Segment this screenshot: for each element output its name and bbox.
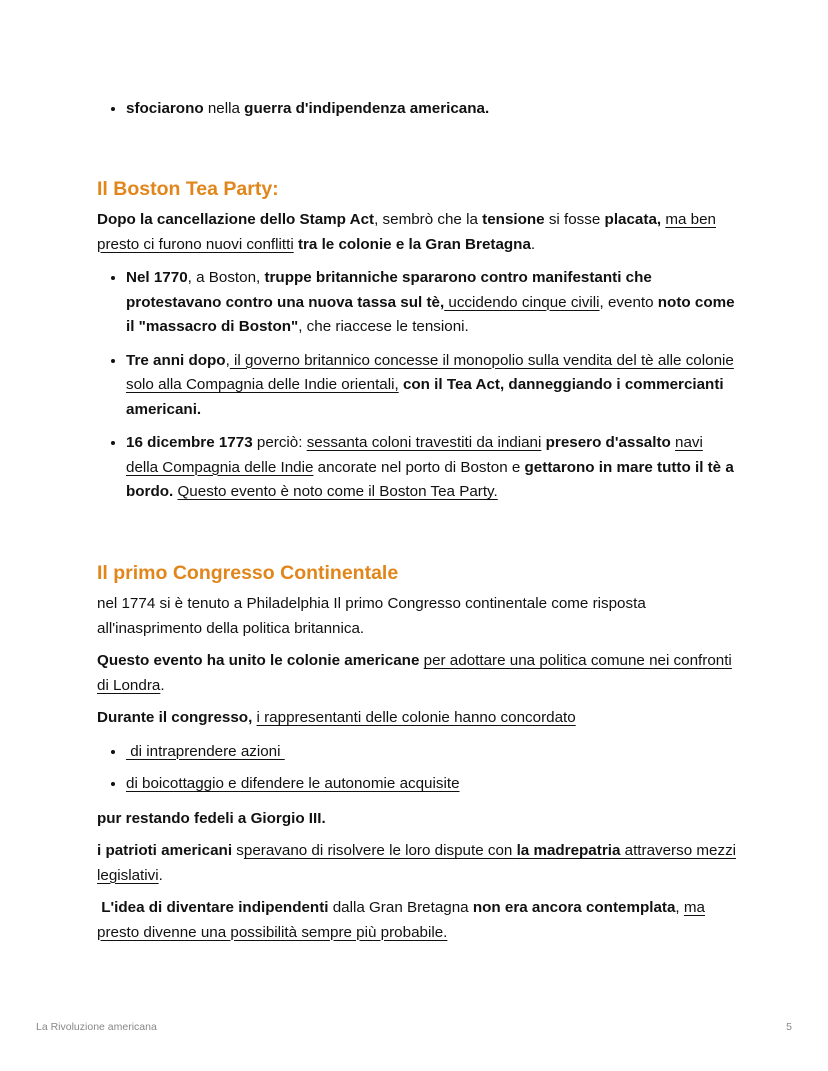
bold-text: tra le colonie e la Gran Bretagna [297, 235, 531, 253]
bold-text: noto come il "massacro di Boston" [126, 293, 735, 335]
bold-text: L'idea di diventare indipendenti [97, 899, 329, 916]
underlined-text: attraverso mezzi legislativi [97, 842, 737, 884]
underlined-text: i rappresentanti delle colonie hanno concordato [256, 709, 576, 726]
bold-text: Questo evento ha unito le colonie americane [97, 652, 420, 669]
congress-section [97, 592, 737, 945]
bold-text: con il Tea Act, danneggiando i commercianti americani. [126, 376, 724, 418]
text: . [160, 676, 165, 694]
text: , [225, 351, 230, 369]
congress-heading: Il primo Congresso Continentale [97, 562, 399, 584]
text: , sembrò che la [374, 211, 483, 228]
bold-text: guerra d'indipendenza americana. [244, 100, 490, 117]
footer-title: La Rivoluzione americana [36, 1021, 157, 1033]
text: nella [203, 100, 245, 117]
text: , a Boston, [187, 269, 265, 286]
bold-text: 16 dicembre 1773 [126, 434, 253, 451]
boston-bullet-list [97, 266, 737, 505]
page-number: 5 [786, 1021, 792, 1033]
bold-text: tensione [482, 211, 545, 228]
underlined-text: Questo evento è noto come il Boston Tea Party. [177, 483, 498, 500]
boston-section [97, 208, 737, 505]
congress-p1: nel 1774 si è tenuto a Philadelphia Il primo Congresso continentale come risposta all'inasprimento della politica britannica. [97, 595, 646, 637]
bold-text: gettarono in mare tutto il tè a bordo. [126, 458, 734, 500]
list-item [126, 740, 737, 765]
underlined-text: navi della Compagnia delle Indie [126, 434, 703, 476]
list-item [126, 349, 737, 423]
text: , evento [599, 293, 658, 311]
text: , che riaccese le tensioni. [298, 318, 469, 335]
text: ancorate nel porto di Boston e [313, 458, 525, 476]
text: perciò: [252, 434, 307, 451]
underlined-text: ma ben presto ci furono nuovi conflitti [97, 211, 717, 253]
congress-p6 [97, 896, 737, 945]
bold-text: Tre anni dopo [126, 351, 226, 369]
text: s [232, 842, 244, 859]
boston-intro [97, 208, 737, 257]
bold-text: pur restando fedeli a Giorgio III. [97, 809, 326, 827]
list-item [126, 772, 737, 797]
top-bullet-list [97, 97, 489, 122]
underlined-text: ma presto divenne una possibilità sempre più probabile. [97, 899, 705, 941]
text: . [158, 866, 163, 884]
underlined-text: di intraprendere azioni [126, 742, 285, 760]
underlined-text: per adottare una politica comune nei confronti di Londra [97, 652, 732, 694]
list-item [126, 431, 737, 505]
congress-p3 [97, 706, 737, 731]
list-item [126, 97, 489, 122]
underlined-text: di boicottaggio e difendere le autonomie acquisite [126, 775, 460, 792]
underlined-text: sessanta coloni travestiti da indiani [306, 434, 542, 451]
bold-text: sfociarono [126, 100, 204, 117]
underlined-text: peravano di risolvere le loro dispute con [243, 842, 517, 859]
boston-heading: Il Boston Tea Party: [97, 178, 279, 200]
text: , [675, 899, 684, 916]
underlined-text: il governo britannico concesse il monopolio sulla vendita del tè alle colonie solo alla Compagnia delle Indie orientali, [126, 351, 734, 393]
bold-underlined-text: la madrepatria [516, 842, 621, 859]
congress-p2 [97, 649, 737, 698]
text: . [530, 235, 536, 253]
bold-text: Durante il congresso, [97, 709, 253, 726]
bold-text: Dopo la cancellazione dello Stamp Act [97, 211, 375, 228]
text: dalla Gran Bretagna [328, 899, 473, 916]
bold-text: presero d'assalto [545, 434, 676, 451]
congress-bullet-list [97, 740, 737, 797]
congress-p4 [97, 807, 737, 832]
text: si fosse [544, 211, 605, 228]
bold-text: i patrioti americani [97, 842, 233, 859]
bold-text: truppe britanniche spararono contro manifestanti che protestavano contro una nuova tassa sul tè, [126, 269, 652, 311]
bold-text: Nel 1770 [126, 269, 188, 286]
bold-text: placata, [604, 211, 662, 228]
underlined-text: uccidendo cinque civili [444, 293, 600, 311]
bold-text: non era ancora contemplata [472, 899, 676, 916]
list-item [126, 266, 737, 340]
congress-p5 [97, 839, 737, 888]
